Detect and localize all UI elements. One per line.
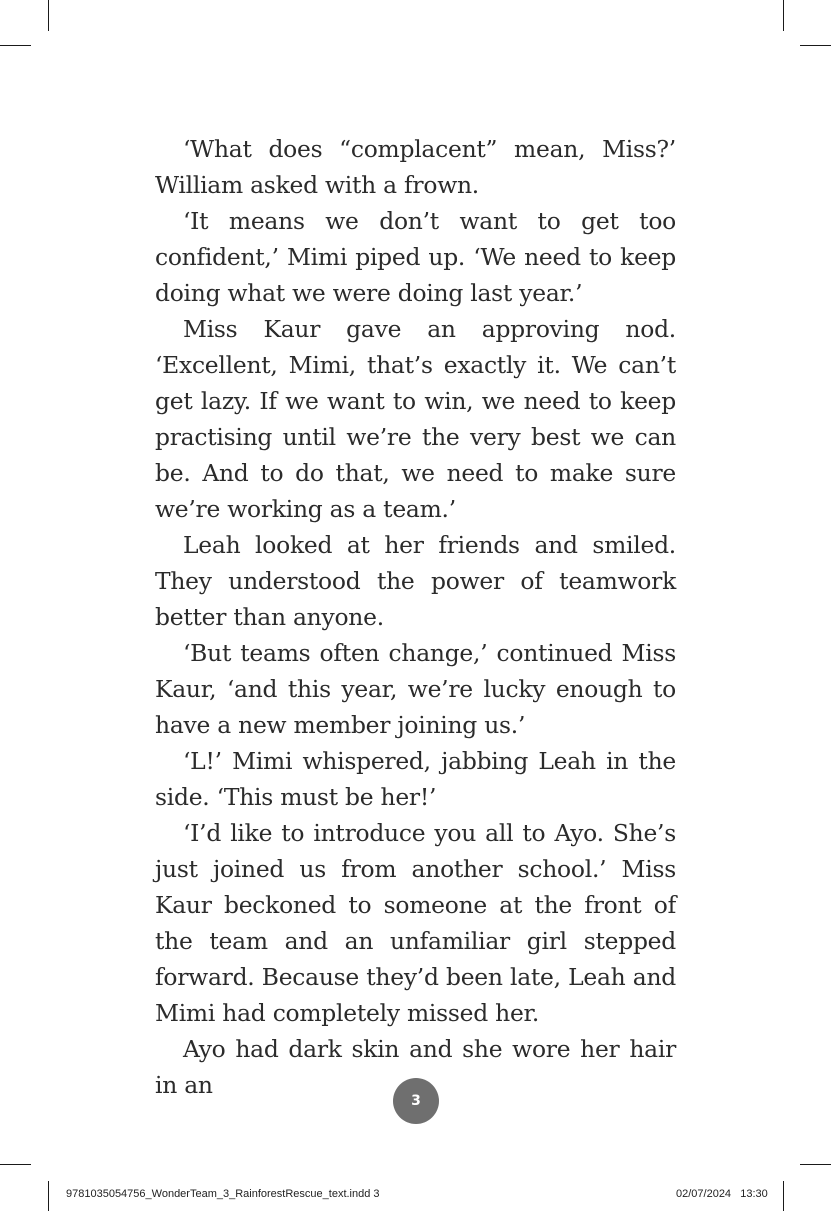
body-text — [155, 131, 676, 1103]
paragraph: Leah looked at her friends and smiled. They understood the power of teamwork better than anyone. — [155, 531, 676, 631]
slug-date: 02/07/2024 — [676, 1188, 732, 1200]
paragraph: ‘What does “complacent” mean, Miss?’ William asked with a frown. — [155, 135, 676, 199]
crop-mark-bottom-left — [48, 1181, 49, 1211]
paragraph: Ayo had dark skin and she wore her hair in an — [155, 1035, 676, 1099]
crop-mark-top-right — [783, 0, 784, 31]
slug-filename: 9781035054756_WonderTeam_3_RainforestRescue_text.indd 3 — [66, 1188, 380, 1200]
page-number: 3 — [411, 1093, 421, 1109]
crop-mark-top-left-h — [0, 45, 31, 46]
paragraph: ‘L!’ Mimi whispered, jabbing Leah in the side. ‘This must be her!’ — [155, 747, 676, 811]
paragraph: ‘But teams often change,’ continued Miss Kaur, ‘and this year, we’re lucky enough to have a new member joining us.’ — [155, 639, 676, 739]
page-number-badge — [393, 1078, 439, 1124]
crop-mark-bottom-right — [783, 1181, 784, 1211]
crop-mark-top-left — [48, 0, 49, 31]
paragraph: ‘It means we don’t want to get too confident,’ Mimi piped up. ‘We need to keep doing what we were doing last year.’ — [155, 207, 676, 307]
paragraph: Miss Kaur gave an approving nod. ‘Excellent, Mimi, that’s exactly it. We can’t get lazy. If we want to win, we need to keep practising until we’re the very best we can be. And to do that, we need to make sure we’re working as a team.’ — [155, 315, 676, 523]
slug-timestamp — [676, 1188, 768, 1200]
slug-time: 13:30 — [740, 1188, 768, 1200]
paragraph: ‘I’d like to introduce you all to Ayo. She’s just joined us from another school.’ Miss Kaur beckoned to someone at the front of the team and an unfamiliar girl stepped forward. Because they’d been late, Leah and Mimi had completely missed her. — [155, 819, 676, 1027]
crop-mark-bottom-right-h — [800, 1164, 831, 1165]
crop-mark-top-right-h — [800, 45, 831, 46]
crop-mark-bottom-left-h — [0, 1164, 31, 1165]
